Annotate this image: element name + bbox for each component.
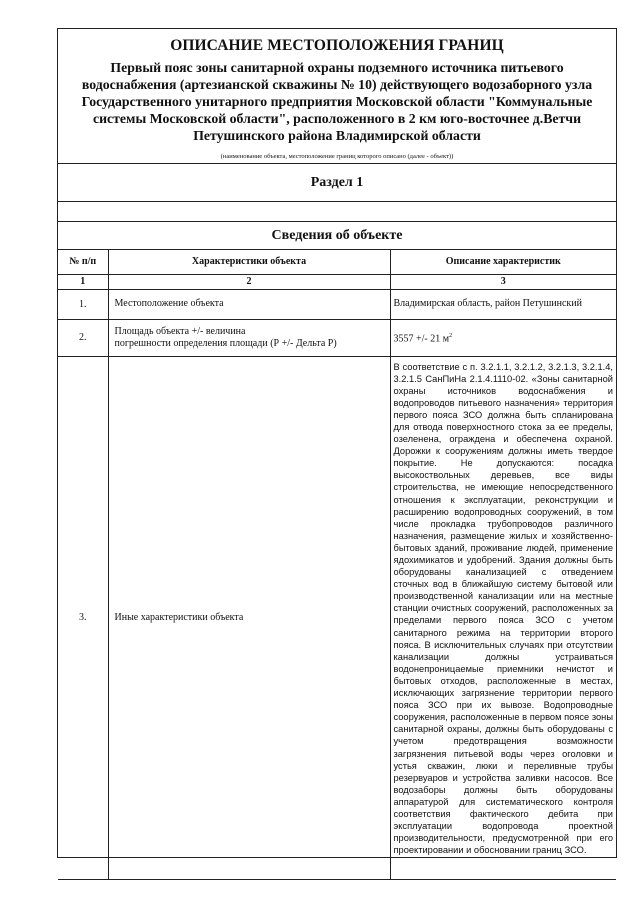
row-2-num: 2.	[58, 319, 108, 356]
area-value: 3557 +/- 21 м	[393, 333, 450, 345]
object-description: Первый пояс зоны санитарной охраны подземного источника питьевого водоснабжения (артезианской скважины № 10) действующего водозаборного узла Государственного унитарного предприятия Московской области "Коммунальные системы Московской области", расположенного в 2 км юго-восточнее д.Ветчи Петушинского района Владимирской области	[81, 60, 593, 143]
col-num-2: 2	[108, 274, 390, 289]
header-characteristic: Характеристики объекта	[108, 250, 390, 274]
row-1-description: Владимирская область, район Петушинский	[390, 289, 616, 319]
row-3-characteristic: Иные характеристики объекта	[108, 356, 390, 879]
row-2-characteristic-line2: погрешности определения площади (Р +/- Дельта Р)	[114, 337, 337, 349]
header-num: № п/п	[58, 250, 108, 274]
row-2-characteristic-line1: Площадь объекта +/- величина	[114, 325, 246, 337]
row-3-num: 3.	[58, 356, 108, 879]
table-row	[58, 356, 616, 879]
row-3-description: В соответствие с п. 3.2.1.1, 3.2.1.2, 3.2.1.3, 3.2.1.4, 3.2.1.5 СанПиНа 2.1.4.1110-02. «Зоны санитарной охраны источников водоснабжения и водопроводов питьевого назначения» территория первого пояса ЗСО должна быть спланирована для отвода поверхностного стока за ее пределы, озеленена, ограждена и обеспечена охраной. Дорожки к сооружениям должны иметь твердое покрытие. Не допускаются: посадка высокоствольных деревьев, все виды строительства, не имеющие непосредственного отношения к эксплуатации, реконструкции и расширению водопроводных сооружений, в том числе прокладка трубопроводов различного назначения, размещение жилых и хозяйственно-бытовых зданий, проживание людей, применение ядохимикатов и удобрений. Здания должны быть оборудованы канализацией с отведением сточных вод в ближайшую систему бытовой или производственной канализации или на местные станции очистных сооружений, расположенных за пределами первого пояса ЗСО с учетом санитарного режима на территории второго пояса. В исключительных случаях при отсутствии канализации должны устраиваться водонепроницаемые приемники нечистот и бытовых отходов, расположенные в местах, исключающих загрязнение территории первого пояса ЗСО при их вывозе. Водопроводные сооружения, расположенные в первом поясе зоны санитарной охраны, должны быть оборудованы с учетом предотвращения возможности загрязнения питьевой воды через оголовки и устья скважин, люки и переливные трубы резервуаров и устройства заливки насосов. Все водозаборы должны быть оборудованы аппаратурой для систематического контроля соответствия фактического дебита при эксплуатации водопровода проектной производительности, предусмотренной при его проектировании и обосновании границ ЗСО.	[390, 356, 616, 879]
table-row	[58, 289, 616, 319]
object-note: (наименование объекта, местоположение границ которого описано (далее - объект))	[220, 153, 454, 160]
object-info-table	[58, 250, 616, 880]
col-num-3: 3	[390, 274, 616, 289]
section-label: Раздел 1	[58, 164, 616, 202]
row-1-characteristic: Местоположение объекта	[108, 289, 390, 319]
table-header-row	[58, 250, 616, 274]
row-2-characteristic	[108, 319, 390, 356]
column-number-row	[58, 274, 616, 289]
row-2-description	[390, 319, 616, 356]
document-header	[58, 29, 616, 164]
area-unit-superscript: 2	[449, 332, 453, 339]
col-num-1: 1	[58, 274, 108, 289]
document-title: ОПИСАНИЕ МЕСТОПОЛОЖЕНИЯ ГРАНИЦ	[170, 37, 504, 54]
header-description: Описание характеристик	[390, 250, 616, 274]
document-frame	[57, 28, 617, 858]
row-1-num: 1.	[58, 289, 108, 319]
spacer-row	[58, 202, 616, 222]
section-heading: Сведения об объекте	[58, 222, 616, 250]
table-row	[58, 319, 616, 356]
